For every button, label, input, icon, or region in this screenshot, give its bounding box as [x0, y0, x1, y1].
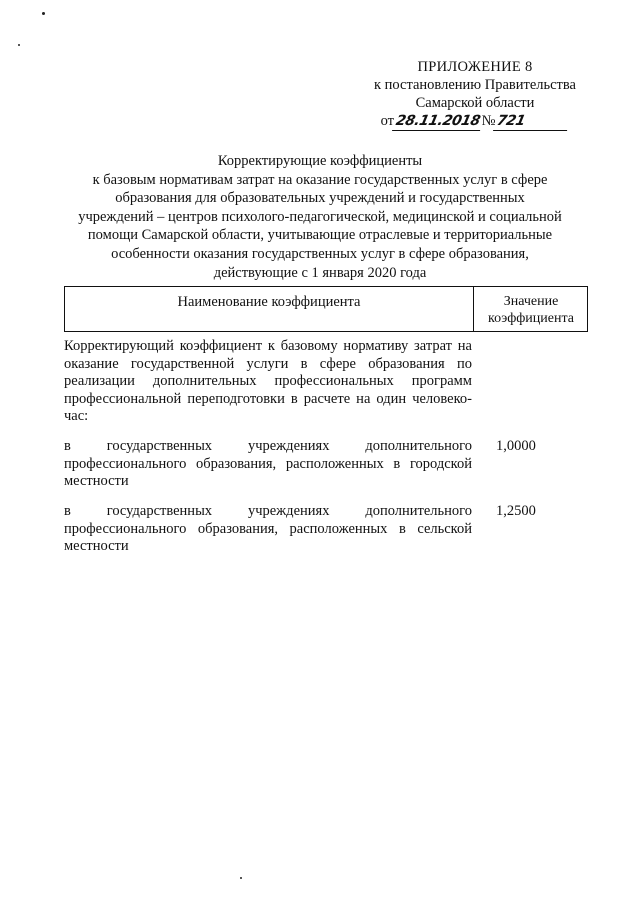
- table-row: [64, 503, 588, 556]
- resolution-reference: к постановлению Правительства: [374, 77, 576, 93]
- value-header-line: коэффициента: [488, 311, 574, 326]
- table-row: [64, 438, 588, 491]
- coefficient-description: в государственных учреждениях дополнительного профессионального образования, расположенных в сельской местности: [64, 503, 472, 554]
- coefficient-value-header: [474, 293, 588, 327]
- coefficient-description: в государственных учреждениях дополнительного профессионального образования, расположенных в городской местности: [64, 438, 472, 489]
- region-name: Самарской области: [415, 95, 535, 111]
- title-line: образования для образовательных учреждений и государственных: [115, 190, 525, 207]
- appendix-header: [360, 58, 590, 131]
- number-prefix: №: [481, 113, 496, 129]
- coefficient-value: 1,2500: [496, 503, 536, 519]
- handwritten-number: 721: [493, 112, 571, 131]
- title-line: учреждений – центров психолого-педагогической, медицинской и социальной: [78, 208, 562, 225]
- scan-speck: [18, 44, 20, 46]
- coefficient-value: 1,0000: [496, 438, 536, 454]
- scan-speck: [240, 877, 242, 879]
- document-title: [60, 152, 580, 282]
- title-line: к базовым нормативам затрат на оказание государственных услуг в сфере: [92, 171, 548, 188]
- coefficient-description: Корректирующий коэффициент к базовому нормативу затрат на оказание государственной услуги в сфере образования по реализации дополнительных профессиональных программ профессиональной переподготовки в расчете на один человеко-час:: [64, 338, 472, 424]
- date-prefix: от: [380, 113, 394, 129]
- scan-speck: [42, 12, 45, 15]
- handwritten-date: 28.11.2018: [392, 112, 484, 131]
- table-row: [64, 338, 588, 426]
- title-line: помощи Самарской области, учитывающие отраслевые и территориальные: [87, 227, 553, 244]
- title-line: особенности оказания государственных услуг в сфере образования,: [111, 245, 529, 262]
- resolution-date-number: [381, 112, 570, 131]
- value-header-line: Значение: [503, 294, 559, 309]
- title-line: Корректирующие коэффициенты: [217, 153, 423, 169]
- title-line: действующие с 1 января 2020 года: [213, 264, 427, 281]
- coefficients-table-header: [64, 286, 588, 332]
- coefficient-name-header: Наименование коэффициента: [177, 294, 361, 310]
- appendix-label: ПРИЛОЖЕНИЕ 8: [417, 59, 533, 75]
